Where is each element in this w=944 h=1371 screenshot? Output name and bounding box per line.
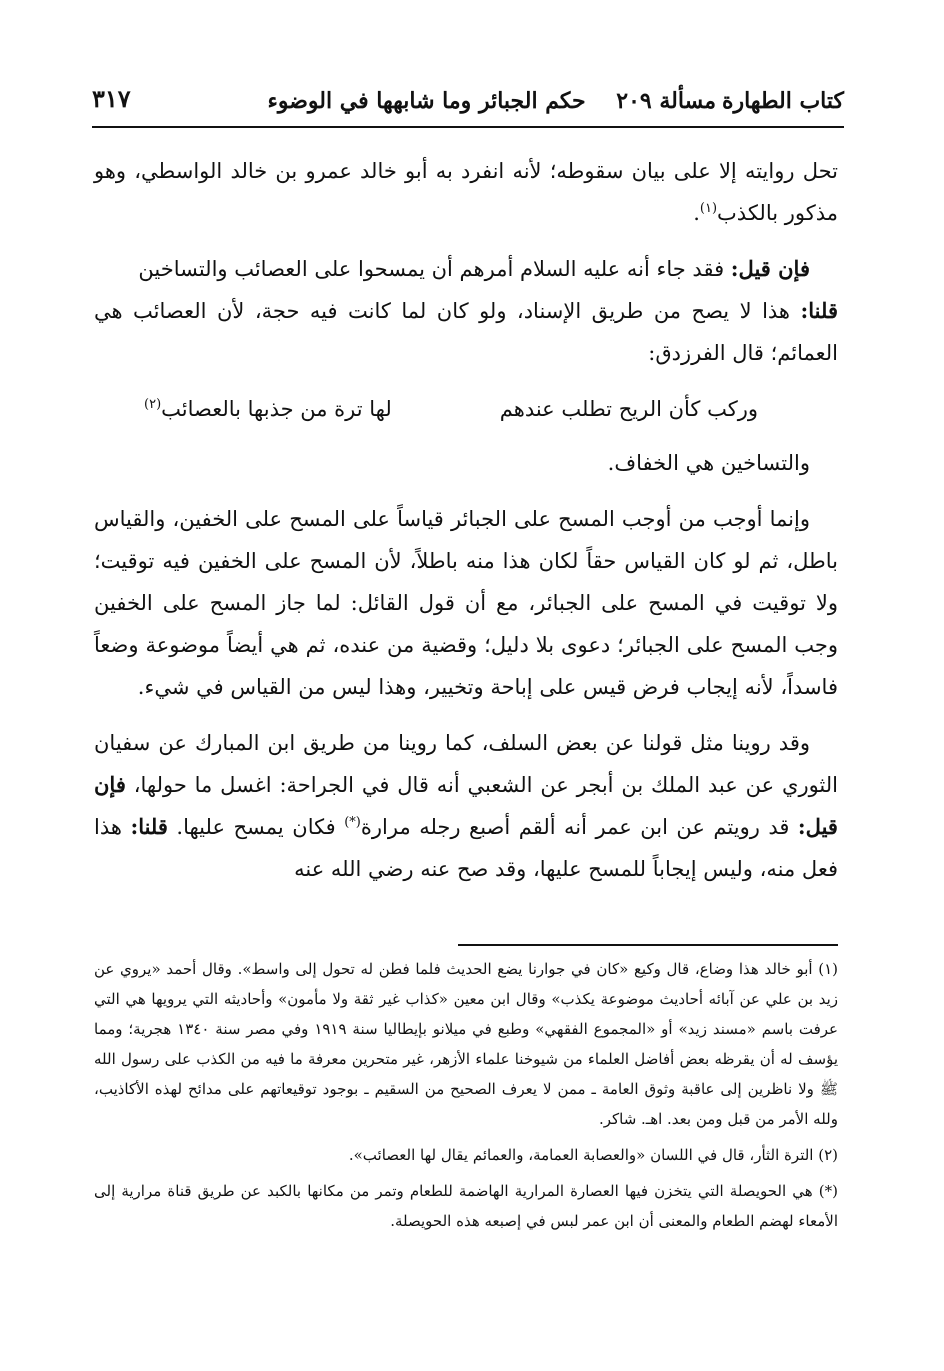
chapter-title: حكم الجبائر وما شابهها في الوضوء [267,88,586,114]
paragraph-5: وإنما أوجب من أوجب المسح على الجبائر قياساً على المسح على الخفين، والقياس باطل، ثم لو كان القياس حقاً لكان هذا منه باطلاً، لأن المسح على الخفين فيه توقيت؛ ولا توقيت في المسح على الجبائر، مع أن قول القائل: لما جاز المسح على الخفين وجب المسح على الجبائر؛ دعوى بلا دليل؛ وقضية من عنده، ثم هي أيضاً موضوعة وضعاً فاسداً، لأنه إيجاب فرض قيس على إباحة وتخيير، وهذا ليس من القياس في شيء. [94,507,838,699]
book-title: كتاب الطهارة [721,88,844,114]
paragraph-6-lead-1: فإن قيل: [94,772,838,839]
footnote-rule [458,944,838,946]
paragraph-2-lead: فإن قيل: [730,256,810,281]
verse-hemistich-2-text: لها ترة من جذبها بالعصائب [161,397,392,421]
paragraph-2 [94,248,838,374]
paragraph-6-text-c: فكان يمسح عليها. [176,815,336,839]
footnote-ref-1: (١) [699,201,718,216]
issue-number [268,88,716,114]
paragraph-6-text-a: وقد روينا مثل قولنا عن بعض السلف، كما روينا من طريق ابن المبارك عن سفيان الثوري عن عبد الملك بن أبجر عن الشعبي أنه قال في الجراحة: اغسل ما حولها، [94,731,838,797]
paragraph-6-text-d: هذا فعل منه، وليس إيجاباً للمسح عليها، وقد صح عنه رضي الله عنه [94,815,838,881]
verse-hemistich-2 [144,388,392,430]
paragraph-6-text-b: قد رويتم عن ابن عمر أنه ألقم أصبع رجله مرارة [360,815,790,839]
paragraph-1-end: . [693,201,700,225]
page-header [92,82,844,126]
footnote-ref-2: (٢) [144,397,162,412]
footnote-2: (٢) الترة الثأر، قال في اللسان «والعصابة العمامة، والعمائم يقال لها العصائب». [348,1146,838,1164]
issue-label: مسألة ٢٠٩ [616,88,716,114]
footnote-ref-star: (*) [344,815,361,830]
poem-verse [94,388,838,432]
paragraph-1 [94,150,838,234]
main-text [94,150,838,904]
paragraph-2-text: فقد جاء أنه عليه السلام أمرهم أن يمسحوا على العصائب والتساخين [138,257,725,281]
paragraph-6-lead-2: قلنا: [130,814,168,839]
page-number: ٣١٧ [92,84,131,113]
header-rule [92,126,844,128]
paragraph-4: والتساخين هي الخفاف. [607,451,810,475]
paragraph-6 [94,722,838,890]
paragraph-3-lead: قلنا: [800,298,838,323]
paragraph-1-text: تحل روايته إلا على بيان سقوطه؛ لأنه انفرد به أبو خالد عمرو بن خالد الواسطي، وهو مذكور بالكذب [94,159,838,225]
footnote-1: (١) أبو خالد هذا وضاع، قال وكيع «كان في جوارنا يضع الحديث فلما فطن له تحول إلى واسط». وقال أحمد «يروي عن زيد بن علي عن آبائه أحاديث موضوعة يكذب» وقال ابن معين «كذاب غير ثقة ولا مأمون» وأحاديثه التي يرويها هي التي عرفت باسم «مسند زيد» أو «المجموع الفقهي» وطبع في ميلانو بإيطاليا سنة ١٩١٩ وفي مصر سنة ١٣٤٠ هجرية؛ ومما يؤسف له أن يقرظه بعض أفاضل العلماء من شيوخنا علماء الأزهر، غير متحرين معرفة ما فيه من الكذب على رسول الله ﷺ ولا ناظرين إلى عاقبة وثوق العامة ـ ممن لا يعرف الصحيح من السقيم ـ بوجود توقيعاتهم على مدائح لهذه الأكاذيب، ولله الأمر من قبل ومن بعد. اهـ. شاكر. [94,960,839,1128]
paragraph-3-text: هذا لا يصح من طريق الإسناد، ولو كان لما كانت فيه حجة، لأن العصائب هي العمائم؛ قال الفرزدق: [94,299,838,365]
footnote-star: (*) هي الحويصلة التي يتخزن فيها العصارة المرارية الهاضمة للطعام وتمر من مكانها بالكبد عن طريق قناة مرارية إلى الأمعاء لهضم الطعام والمعنى أن ابن عمر لبس في إصبعه هذه الحويصلة. [94,1182,838,1230]
verse-hemistich-1: وركب كأن الريح تطلب عندهم [499,397,758,421]
footnotes [94,954,838,1242]
